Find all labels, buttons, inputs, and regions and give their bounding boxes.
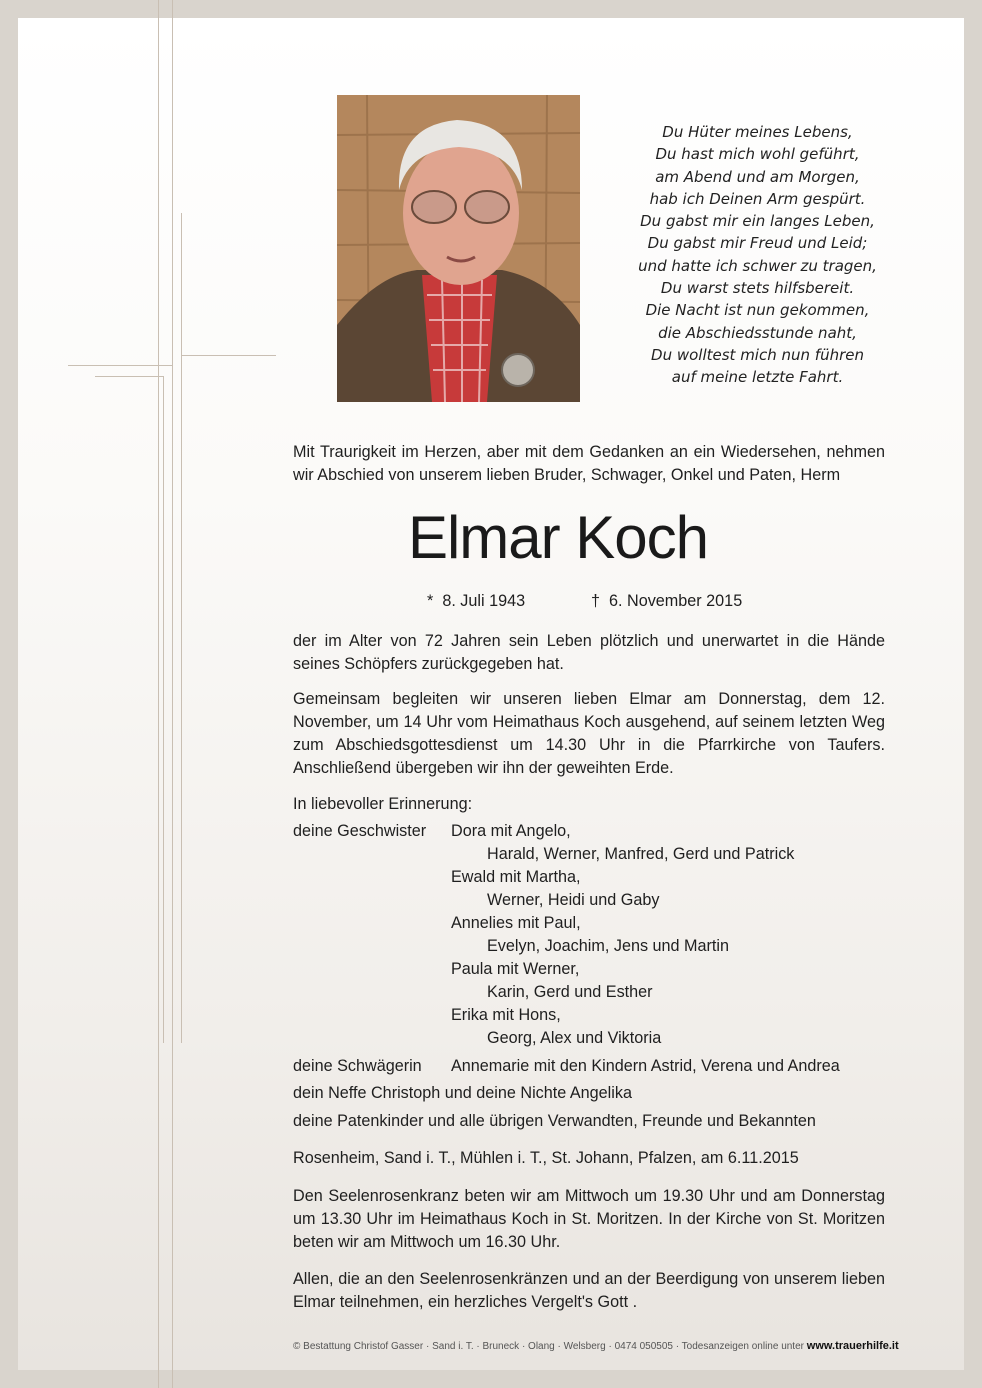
sibling-name: Erika mit Hons, <box>451 1006 561 1024</box>
death-date <box>591 592 742 611</box>
poem-line: Du gabst mir ein langes Leben, <box>640 212 875 231</box>
funeral-paragraph: Gemeinsam begleiten wir unseren lieben Elmar am Donnerstag, dem 12. November, um 14 Uhr vom Heimathaus Koch ausgehend, auf seinem letzten Weg zum Abschiedsgottesdienst um 14.30 Uhr in die Pfarrkirche von Taufers. Anschließend übergeben wir ihn der geweihten Erde. <box>293 690 885 777</box>
sibling-name: Annelies mit Paul, <box>451 914 581 932</box>
frame-line-left <box>158 0 159 1388</box>
portrait-photo <box>337 95 580 402</box>
sibling-children: Harald, Werner, Manfred, Gerd und Patrick <box>487 845 795 863</box>
poem-line: Du wolltest mich nun führen <box>651 345 864 364</box>
sisters-in-law-label: deine Schwägerin <box>293 1057 422 1075</box>
siblings-label: deine Geschwister <box>293 822 427 840</box>
birth-date <box>427 592 525 611</box>
poem-line: Du Hüter meines Lebens, <box>662 123 853 141</box>
intro-text: Mit Traurigkeit im Herzen, aber mit dem Gedanken an ein Wiedersehen, nehmen wir Abschied von unserem lieben Bruder, Schwager, Onkel und Paten, Herm <box>293 443 885 484</box>
poem-line: am Abend und am Morgen, <box>655 167 860 186</box>
poem-line: Du hast mich wohl geführt, <box>655 145 860 164</box>
sibling-name: Ewald mit Martha, <box>451 868 581 886</box>
birth-symbol: * <box>427 592 434 610</box>
footer-url[interactable]: www.trauerhilfe.it <box>806 1340 899 1352</box>
footer <box>293 1340 943 1352</box>
cross-vertical-right <box>181 213 182 1043</box>
sibling-name: Dora mit Angelo, <box>451 822 571 840</box>
poem <box>600 121 915 389</box>
footer-text: © Bestattung Christof Gasser · Sand i. T. · Bruneck · Olang · Welsberg · 0474 050505 · Todesanzeigen online unter <box>293 1341 804 1352</box>
poem-line: hab ich Deinen Arm gespürt. <box>649 189 866 208</box>
cross-arm-left-lower <box>95 376 163 377</box>
frame-line-left-2 <box>172 0 173 1388</box>
sisters-in-law: Annemarie mit den Kindern Astrid, Verena und Andrea <box>451 1057 840 1075</box>
sibling-children: Werner, Heidi und Gaby <box>487 891 660 909</box>
poem-line: Du gabst mir Freud und Leid; <box>647 234 868 253</box>
deceased-name: Elmar Koch <box>407 504 709 571</box>
poem-line: Die Nacht ist nun gekommen, <box>645 301 870 320</box>
cross-vertical-left <box>163 376 164 1043</box>
age-paragraph: der im Alter von 72 Jahren sein Leben plötzlich und unerwartet in die Hände seines Schöpfers zurückgegeben hat. <box>293 632 885 673</box>
death-symbol: † <box>591 592 601 610</box>
poem-line: die Abschiedsstunde naht, <box>658 323 857 342</box>
birth-date-value: 8. Juli 1943 <box>442 592 526 610</box>
sibling-children: Evelyn, Joachim, Jens und Martin <box>487 937 730 955</box>
sibling-name: Paula mit Werner, <box>451 960 580 978</box>
poem-line: auf meine letzte Fahrt. <box>671 368 844 387</box>
rosary-paragraph: Den Seelenrosenkranz beten wir am Mittwoch um 19.30 Uhr und am Donnerstag um 13.30 Uhr im Heimathaus Koch in St. Moritzen. In der Kirche von St. Moritzen beten wir am Mittwoch um 16.30 Uhr. <box>293 1187 885 1251</box>
cross-arm-left <box>68 365 173 366</box>
sibling-children: Georg, Alex und Viktoria <box>487 1029 662 1047</box>
poem-line: Du warst stets hilfsbereit. <box>660 279 855 298</box>
sibling-children: Karin, Gerd und Esther <box>487 983 653 1001</box>
poem-line: und hatte ich schwer zu tragen, <box>638 256 877 275</box>
cross-arm-right <box>181 355 276 356</box>
godchildren-line: deine Patenkinder und alle übrigen Verwandten, Freunde und Bekannten <box>293 1112 816 1130</box>
thanks-paragraph: Allen, die an den Seelenrosenkränzen und an der Beerdigung von unserem lieben Elmar teilnehmen, ein herzliches Vergelt's Gott . <box>293 1270 885 1311</box>
nephew-line: dein Neffe Christoph und deine Nichte Angelika <box>293 1084 632 1102</box>
death-date-value: 6. November 2015 <box>609 592 743 610</box>
place-date: Rosenheim, Sand i. T., Mühlen i. T., St. Johann, Pfalzen, am 6.11.2015 <box>293 1149 799 1167</box>
mourners-heading: In liebevoller Erinnerung: <box>293 795 473 813</box>
